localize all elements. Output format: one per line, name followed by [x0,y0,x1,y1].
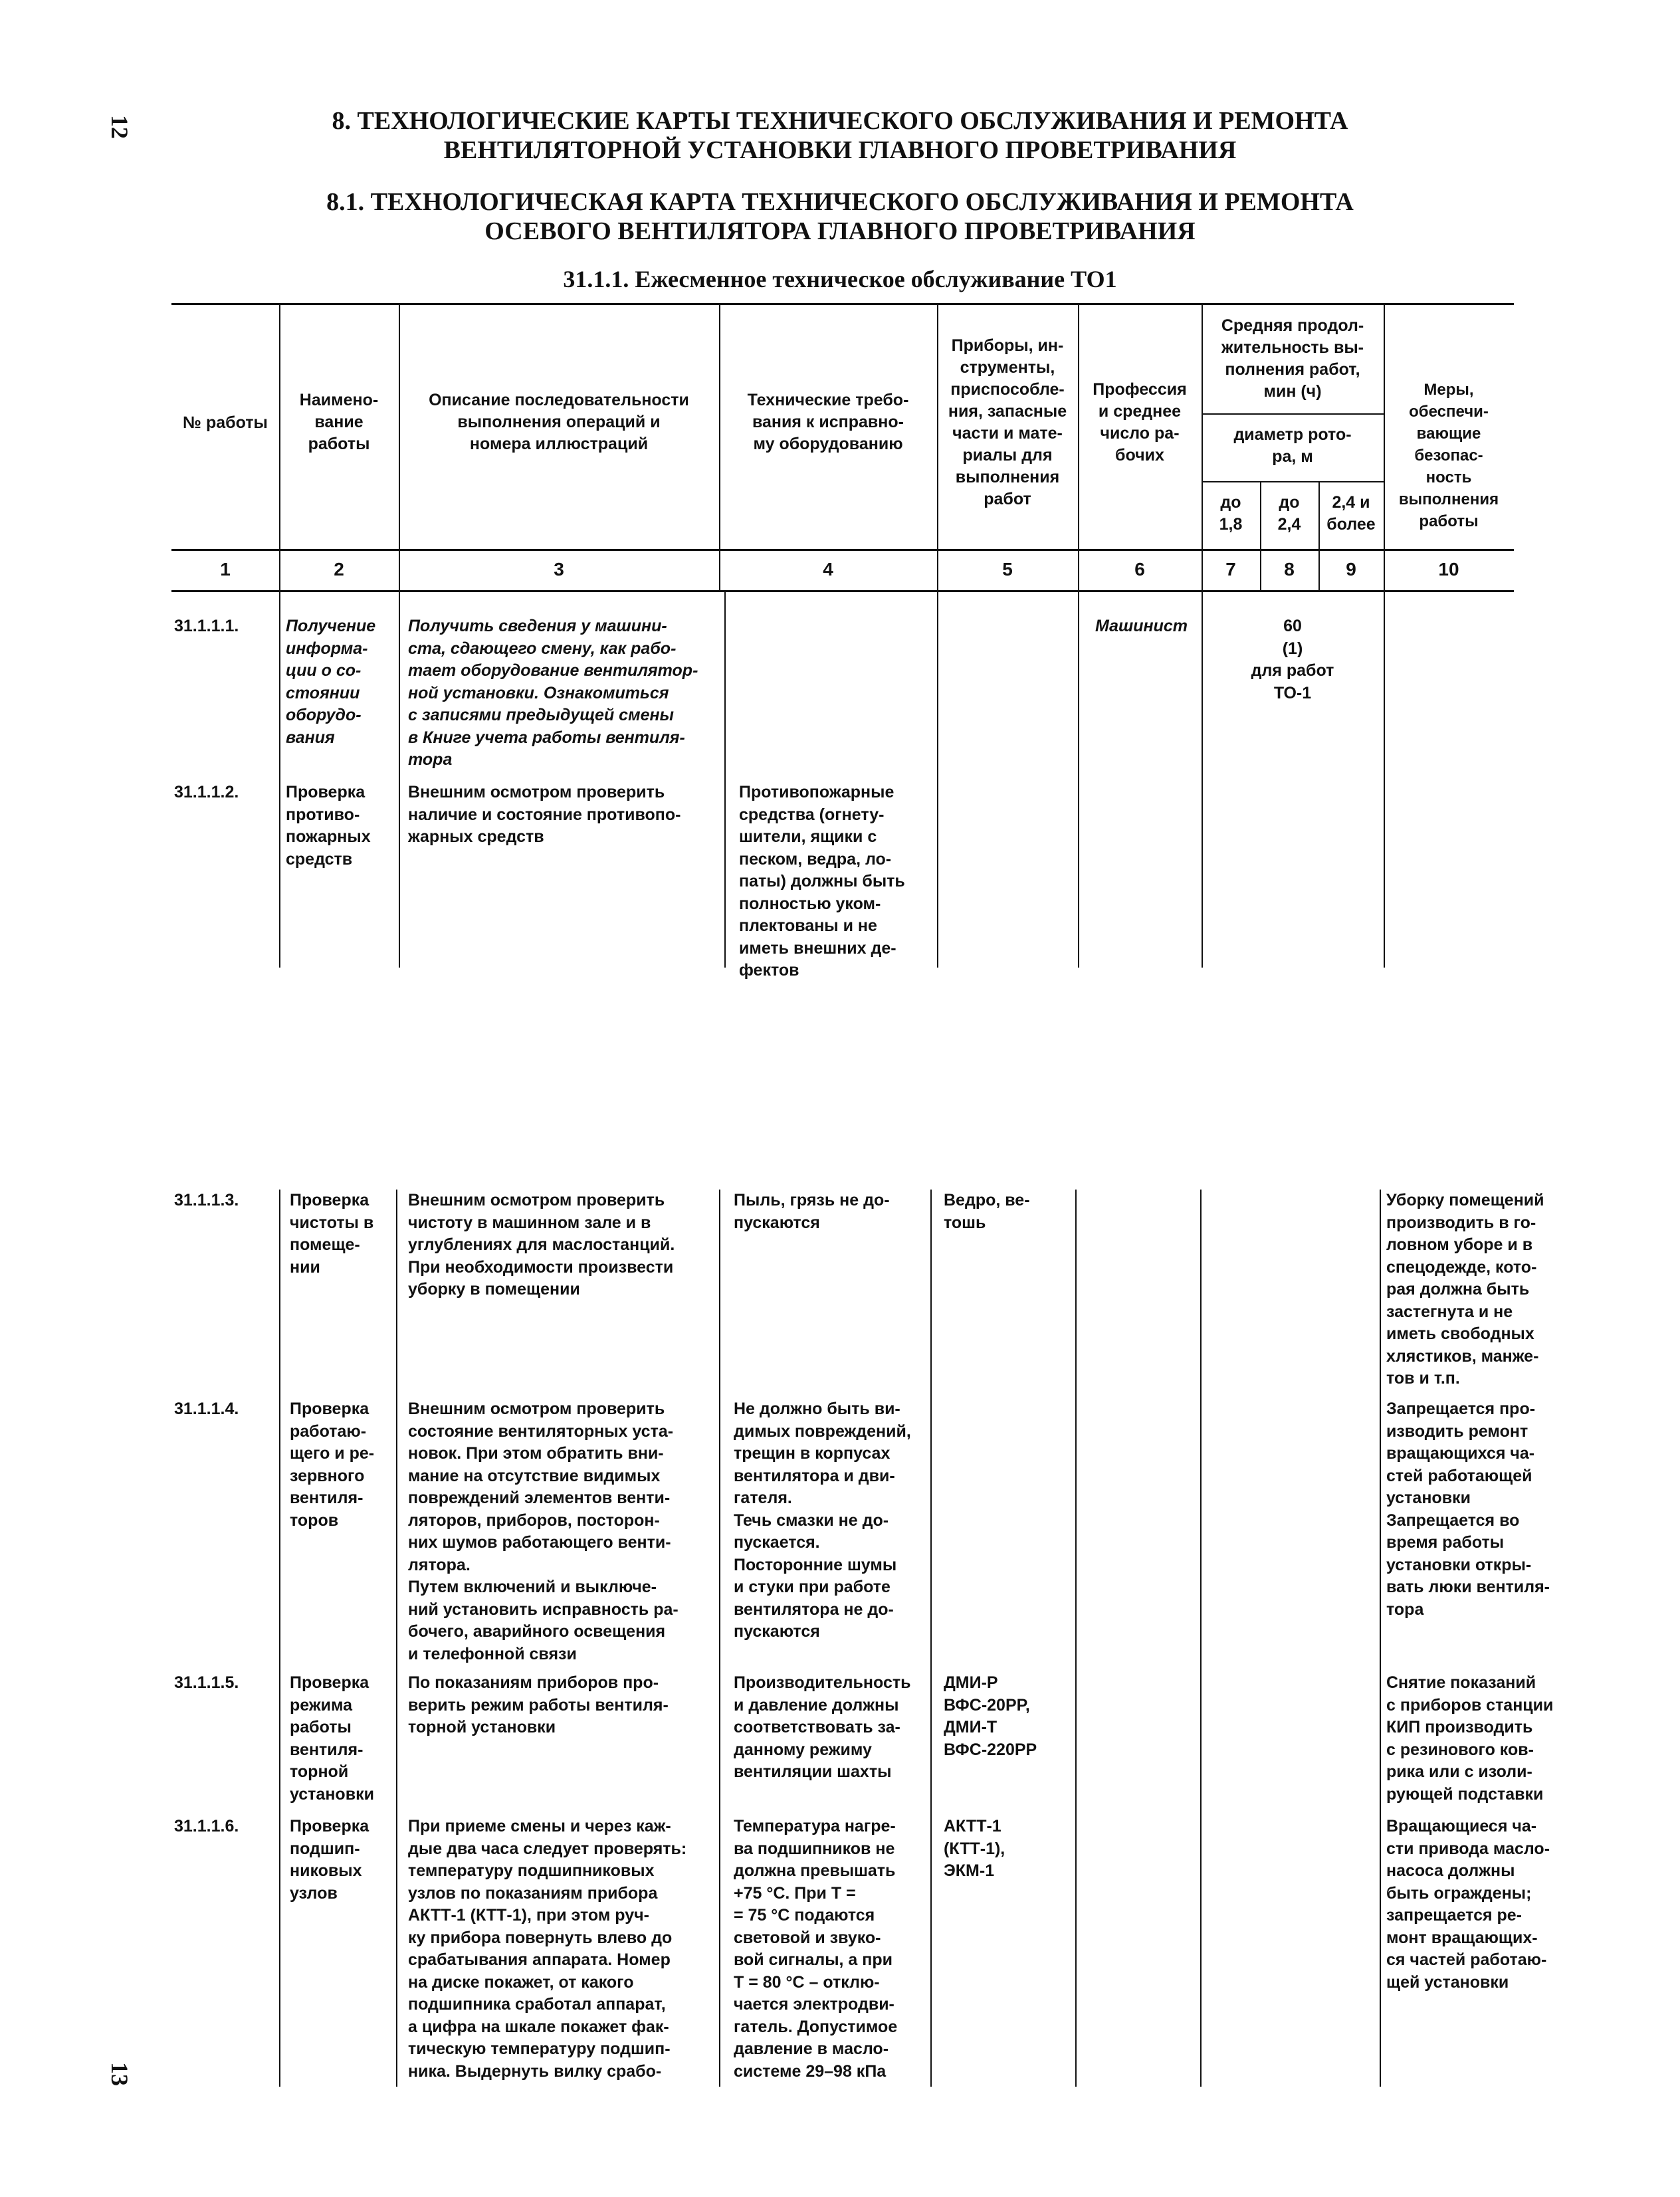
page-number-bottom: 13 [106,2062,133,2086]
row-2-name: Проверка противо- пожарных средств [286,783,371,869]
duration-sub-rule [1202,413,1384,415]
chapter-title-line-1: 8. ТЕХНОЛОГИЧЕСКИЕ КАРТЫ ТЕХНИЧЕСКОГО ОБСЛУЖИВАНИЯ И РЕМОНТА [332,107,1348,135]
header-col-5: Приборы, ин- струменты, приспособле- ния, запасные части и мате- риалы для выполнения работ [948,336,1067,508]
row-6-name: Проверка подшип- никовых узлов [290,1817,369,1903]
row-4-description: Внешним осмотром проверить состояние вентиляторных уста- новок. При этом обратить вни- мание на отсутствие видимых повреждений элементов венти- ляторов, приборов, посторон- них шумов работающего венти- лятора. Путем включений и выключе- ний установить исправность ра- бочего, аварийного освещения и телефонной связи [408,1400,679,1663]
row-5-safety: Снятие показаний с приборов станции КИП производить с резинового ков- рика или с изоли- рующей подставки [1386,1673,1554,1804]
header-col-7-9: Средняя продол- жительность вы- полнения работ, мин (ч) [1221,316,1364,401]
row-1-profession: Машинист [1095,617,1188,635]
row-4-number: 31.1.1.4. [174,1400,239,1418]
row-1-duration: 60 (1) для работ ТО-1 [1251,617,1334,702]
page-number-top: 12 [106,115,133,139]
colnum-1: 1 [220,559,231,579]
colnum-9: 9 [1346,559,1356,579]
header-col-1: № работы [183,413,268,432]
header-col-8: до 2,4 [1277,493,1301,534]
colnum-2: 2 [334,559,344,579]
row-2-number: 31.1.1.2. [174,783,239,801]
body-vline-lower-5 [1075,1190,1077,2087]
body-vline-upper-5 [1078,591,1079,968]
header-diameter: диаметр рото- ра, м [1233,425,1352,466]
header-col-6: Профессия и среднее число ра- бочих [1093,380,1187,465]
row-3-requirements: Пыль, грязь не до- пускаются [734,1191,890,1232]
row-6-safety: Вращающиеся ча- сти привода масло- насоса должны быть ограждены; запрещается ре- монт вращающих- ся частей работаю- щей установки [1386,1817,1550,1992]
colnum-5: 5 [1002,559,1013,579]
colnum-10: 10 [1438,559,1459,579]
body-vline-lower-2 [396,1190,397,2087]
body-vline-lower-3 [719,1190,720,2087]
body-vline-upper-7 [1384,591,1385,968]
header-col-9: 2,4 и более [1326,493,1376,534]
colnum-3: 3 [554,559,564,579]
colnum-6: 6 [1134,559,1145,579]
row-3-description: Внешним осмотром проверить чистоту в машинном зале и в углублениях для маслостанций. При необходимости произвести уборку в помещении [408,1191,675,1299]
row-4-safety: Запрещается про- изводить ремонт вращающихся ча- стей работающей установки Запрещается во время работы установки откры- вать люки вентиля- тора [1386,1400,1550,1619]
colnum-7: 7 [1225,559,1236,579]
row-2-description: Внешним осмотром проверить наличие и состояние противопо- жарных средств [408,783,681,846]
row-5-name: Проверка режима работы вентиля- торной установки [290,1673,374,1804]
body-vline-lower-4 [930,1190,932,2087]
header-col-3: Описание последовательности выполнения операций и номера иллюстраций [429,391,689,453]
row-2-requirements: Противопожарные средства (огнету- шители, ящики с песком, ведра, ло- паты) должны быть полностью уком- плектованы и не иметь внешних де- фектов [739,783,905,980]
section-title: 31.1.1. Ежесменное техническое обслуживание ТО1 [563,266,1117,292]
header-col-10: Меры, обеспечи- вающие безопас- ность выполнения работы [1398,381,1499,530]
header-bottom-rule [171,549,1514,551]
row-1-number: 31.1.1.1. [174,617,239,635]
row-4-name: Проверка работаю- щего и ре- зервного вентиля- торов [290,1400,375,1530]
row-1-name: Получение информа- ции о со- стоянии оборудо- вания [286,617,376,747]
row-5-number: 31.1.1.5. [174,1673,239,1692]
row-6-requirements: Температура нагре- ва подшипников не должна превышать +75 °С. При Т = = 75 °С подаются световой и звуко- вой сигналы, а при Т = 80 °С – отклю- чается электродви- гатель. Допустимое давление в масло- системе 29–98 кПа [734,1817,898,2081]
row-3-name: Проверка чистоты в помеще- нии [290,1191,374,1277]
row-3-safety: Уборку помещений производить в го- ловном уборе и в спецодежде, кото- рая должна быть застегнута и не иметь свободных хлястиков, манже- тов и т.п. [1386,1191,1544,1388]
row-3-tools: Ведро, ве- тошь [944,1191,1030,1232]
row-3-number: 31.1.1.3. [174,1191,239,1209]
chapter-title-line-2: ВЕНТИЛЯТОРНОЙ УСТАНОВКИ ГЛАВНОГО ПРОВЕТРИВАНИЯ [443,136,1237,164]
body-vline-upper-1 [279,591,280,968]
row-5-description: По показаниям приборов про- верить режим работы вентиля- торной установки [408,1673,669,1736]
chapter-title [0,106,1680,165]
row-4-requirements: Не должно быть ви- димых повреждений, трещин в корпусах вентилятора и дви- гателя. Течь смазки не до- пускается. Посторонние шумы и стуки при работе вентилятора не до- пускаются [734,1400,911,1641]
body-vline-lower-6 [1200,1190,1202,2087]
body-vline-upper-3 [724,591,726,968]
header-col-4: Технические требо- вания к исправно- му оборудованию [747,391,909,453]
subchapter-title [0,187,1680,246]
subchapter-title-line-2: ОСЕВОГО ВЕНТИЛЯТОРА ГЛАВНОГО ПРОВЕТРИВАНИЯ [484,217,1196,245]
table-top-rule [171,303,1514,305]
body-vline-upper-2 [399,591,400,968]
row-5-requirements: Производительность и давление должны соответствовать за- данному режиму вентиляции шахты [734,1673,911,1781]
body-vline-lower-1 [279,1190,280,2087]
row-1-description: Получить сведения у машини- ста, сдающего смену, как рабо- тает оборудование вентилятор- ной установки. Ознакомиться с записями предыдущей смены в Книге учета работы вентиля- тора [408,617,698,769]
header-col-2: Наимено- вание работы [299,391,379,453]
body-vline-lower-7 [1380,1190,1381,2087]
header-col-7: до 1,8 [1219,493,1243,534]
row-5-tools: ДМИ-Р ВФС-20РР, ДМИ-Т ВФС-220РР [944,1673,1037,1759]
subchapter-title-line-1: 8.1. ТЕХНОЛОГИЧЕСКАЯ КАРТА ТЕХНИЧЕСКОГО ОБСЛУЖИВАНИЯ И РЕМОНТА [326,188,1354,216]
column-numbers-rule [171,590,1514,592]
row-6-description: При приеме смены и через каж- дые два часа следует проверять: температуру подшипниковых узлов по показаниям прибора АКТТ-1 (КТТ-1), при этом руч- ку прибора повернуть влево до срабатывания аппарата. Номер на диске покажет, от какого подшипника сработал аппарат, а цифра на шкале покажет фак- тическую температуру подшип- ника. Выдернуть вилку срабо- [408,1817,687,2081]
body-vline-upper-4 [937,591,938,968]
row-6-number: 31.1.1.6. [174,1817,239,1835]
colnum-4: 4 [823,559,833,579]
colnum-8: 8 [1284,559,1295,579]
diameter-sub-rule [1202,481,1384,482]
row-6-tools: АКТТ-1 (КТТ-1), ЭКМ-1 [944,1817,1005,1880]
